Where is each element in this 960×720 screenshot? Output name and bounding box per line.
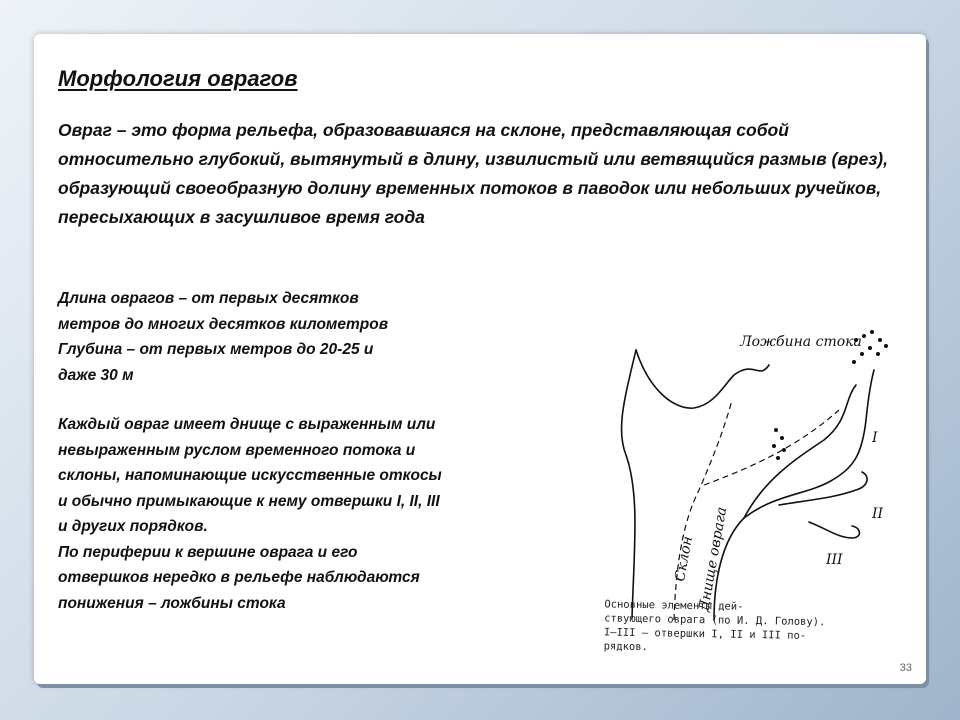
- text-line: понижения – ложбины стока: [58, 594, 286, 612]
- label-branch-1: I: [872, 430, 878, 446]
- label-branch-3: III: [826, 552, 843, 568]
- text-line: Длина оврагов – от первых десятков: [58, 290, 359, 307]
- text-line: Каждый овраг имеет днище с выраженным или: [58, 416, 436, 433]
- text-line: Глубина – от первых метров до 20-25 и: [58, 341, 374, 358]
- slide-title: Морфология оврагов: [58, 66, 298, 91]
- page-number: 33: [899, 662, 912, 674]
- text-line: метров до многих десятков километров: [58, 315, 389, 333]
- label-slope: Склон: [672, 534, 696, 583]
- figure-caption: [604, 597, 905, 658]
- text-line: и других порядков.: [58, 518, 208, 535]
- thalweg-branch: [704, 410, 839, 485]
- caption-line: I—III — отвершки I, II и III по-: [603, 626, 807, 642]
- text-line: даже 30 м: [58, 366, 134, 384]
- slide-card: [34, 34, 926, 684]
- text-line: отвершков нередко в рельефе наблюдаются: [58, 569, 420, 586]
- ravine-diagram: [594, 290, 914, 630]
- ravine-outline-right: [714, 370, 874, 620]
- ravine-outline-left: [621, 350, 636, 618]
- caption-line: Основные элементы дей-: [604, 598, 744, 613]
- caption-line: рядков.: [603, 640, 649, 654]
- label-hollow: Ложбина стока: [740, 334, 862, 350]
- label-bottom: Днище оврага: [696, 505, 731, 613]
- text-line: и обычно примыкающие к нему отвершки I, II, III: [58, 492, 440, 510]
- main-branch-outline: [636, 350, 769, 408]
- branch-1-outline: [744, 385, 856, 518]
- label-branch-2: II: [872, 506, 884, 522]
- definition-paragraph: Овраг – это форма рельефа, образовавшаяся на склоне, представляющая собой относительно глубокий, вытянутый в длину, извилистый или ветвящийся размыв (врез), образующий своеобразную долину временных потоков в паводок или небольших ручейков, пересыхающих в засушливое время года: [58, 120, 888, 227]
- branch-2-outline: [779, 472, 867, 505]
- branch-3-outline: [809, 522, 860, 538]
- text-line: По периферии к вершине оврага и его: [58, 543, 358, 561]
- dimensions-text: [58, 286, 618, 388]
- text-line: невыраженным руслом временного потока и: [58, 441, 416, 459]
- structure-text: [58, 412, 618, 616]
- caption-line: ствующего оврага (по И. Д. Голову).: [604, 612, 826, 629]
- text-line: склоны, напоминающие искусственные откосы: [58, 467, 442, 484]
